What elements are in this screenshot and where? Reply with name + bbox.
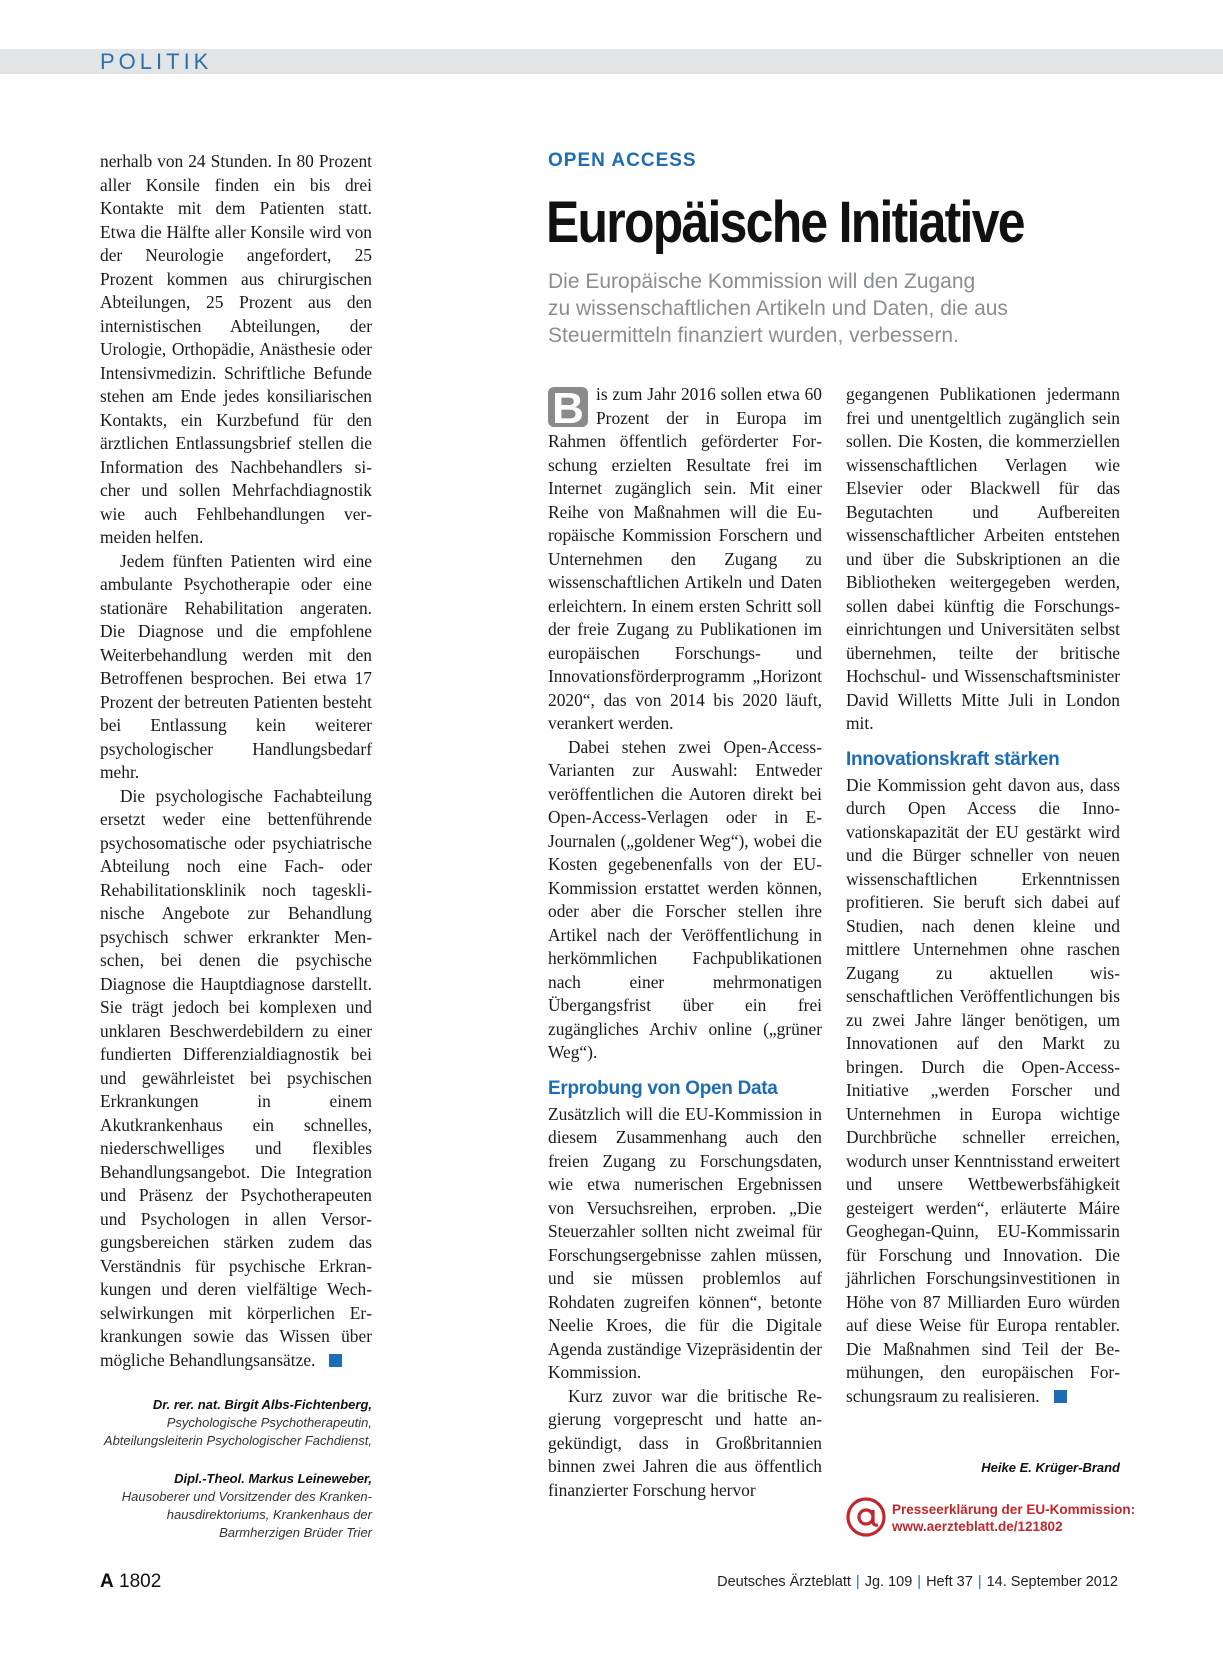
footer-separator: | — [917, 1574, 922, 1590]
lead-line: Steuermitteln finanziert wurden, verbessern. — [548, 324, 959, 347]
issue-date: 14. September 2012 — [986, 1574, 1118, 1590]
left-paragraph-3-text: Die psychologische Fachabteilung ersetzt weder eine bettenführende psychosomatische oder psychiatrische Abteilung noch eine Fach- oder Rehabilitationsklinik noch tagesklinische Angebote zur Behandlung psychisch schwer erkrankter Menschen, bei denen die psychische Diagnose die Hauptdiagnose darstellt. Sie trägt jedoch bei komplexen und unklaren Beschwerdebildern zu einer fundierten Differenzialdiagnostik bei und gewährleistet bei psychischen Erkrankungen in einem Akutkrankenhaus ein schnelles, niederschwelliges und flexibles Behandlungsangebot. Die Integration und Präsenz der Psychotherapeuten und Psychologen in allen Versorgungsbereichen stärken zudem das Verständnis für psychische Erkrankungen und deren vielfältige Wechselwirkungen mit körperlichen Erkrankungen sowie das Wissen über mögliche Behandlungsansätze. — [100, 785, 372, 1370]
footer-separator: | — [855, 1574, 860, 1590]
author-role-line: Abteilungsleiterin Psychologischer Fachdienst, — [103, 1433, 372, 1448]
article-paragraph: Dabei stehen zwei Open-Access-Varianten zur Auswahl: Entweder veröffentlichen die Autoren direkt bei Open-Access-Verlagen oder in E-Journalen („goldener Weg“), wobei die Kosten gegebenenfalls von der EU-Kommission erstattet werden können, oder aber die Forscher stellen ihre Artikel nach der Veröffentlichung in herkömmlichen Fachpublikationen nach einer mehrmonatigen Übergangsfrist über ein frei zugängliches Archiv online („grüner Weg“). — [548, 736, 822, 1062]
page-number-value: 1802 — [119, 1571, 162, 1592]
article-paragraph-text: Die Kommission geht davon aus, dass durch Open Access die Innovationskapazität der EU gestärkt wird und die Bürger schneller von neuen wissenschaftlichen Erkenntnissen profitieren. Sie beruft sich dabei auf Studien, nach denen kleine und mittlere Unternehmen ohne raschen Zugang zu aktuellen wissenschaftlichen Veröffentlichungen bis zu zwei Jahre länger benötigen, um Innovationen auf den Markt zu bringen. Durch die Open-Access-Initiative „werden Forscher und Unternehmen in Europa wichtige Durchbrüche schneller erreichen, wodurch unser Kenntnisstand erweitert und unsere Wettbewerbsfähigkeit gesteigert werden“, erläuterte Máire Geoghegan-Quinn, EU-Kommissarin für Forschung und Innovation. Die jährlichen Forschungsinvestitionen in Höhe von 87 Milliarden Euro würden auf diese Weise für Europa rentabler. Die Maßnahmen sind Teil der Bemühungen, den europäischen Forschungsraum zu realisieren. — [846, 774, 1120, 1406]
press-label: Presseerklärung der EU-Kommission: — [892, 1502, 1136, 1517]
author-name: Dr. rer. nat. Birgit Albs-Fichtenberg, — [152, 1397, 372, 1412]
author-credit-2 — [100, 1470, 372, 1542]
subheading: Innovationskraft stärken — [846, 748, 1060, 770]
footer-separator: | — [977, 1574, 982, 1590]
square-end-mark-icon — [1054, 1390, 1067, 1403]
section-label: POLITIK — [100, 49, 213, 74]
left-paragraph-2: Jedem fünften Patienten wird eine ambulante Psychotherapie oder eine stationäre Rehabilitation angeraten. Die Diagnose und die empfohlene Weiterbehandlung werden mit den Betroffenen besprochen. Bei etwa 17 Prozent der betreuten Patienten besteht bei Entlassung kein weiterer psychologischer Handlungsbedarf mehr. — [100, 550, 372, 782]
lead-line: zu wissenschaftlichen Artikeln und Daten, die aus — [548, 297, 1008, 320]
article-column-right — [846, 383, 1120, 1408]
issue: Heft 37 — [926, 1574, 973, 1590]
author-role-line: Psychologische Psychotherapeutin, — [166, 1415, 372, 1430]
square-end-mark-icon — [329, 1354, 342, 1367]
lead-line: Die Europäische Kommission will den Zugang — [548, 270, 976, 293]
left-column — [100, 150, 372, 1372]
article-signature: Heike E. Krüger-Brand — [981, 1460, 1120, 1475]
footer-publication-info — [717, 1574, 1118, 1590]
author-name: Dipl.-Theol. Markus Leineweber, — [174, 1471, 372, 1486]
article-headline: Europäische Initiative — [546, 190, 1024, 255]
author-role-line: hausdirektoriums, Krankenhaus der — [166, 1507, 372, 1522]
article-paragraph — [846, 774, 1120, 1409]
article-paragraph — [548, 383, 822, 736]
author-role-line: Barmherzigen Brüder Trier — [219, 1525, 372, 1540]
left-paragraph-1: nerhalb von 24 Stunden. In 80 Prozent aller Konsile finden ein bis drei Kontakte mit dem Patienten statt. Etwa die Hälfte aller Konsile wird von der Neurologie angefordert, 25 Prozent kommen aus chirurgischen Abteilungen, 25 Prozent aus den internistischen Abteilungen, der Urologie, Orthopädie, Anästhesie oder Intensivmedizin. Schriftliche Befunde stehen am Ende jedes konsiliarischen Kontakts, ein Kurzbefund für den ärztlichen Entlassungsbrief stellen die Information des Nachbehandlers sicher und sollen Mehrfachdiagnostik wie auch Fehlbehandlungen vermeiden helfen. — [100, 151, 372, 547]
article-paragraph-text: is zum Jahr 2016 sollen etwa 60 Prozent der in Europa im Rahmen öffentlich geförderter Forschung erzielten Resultate frei im Internet zugänglich sein. Mit einer Reihe von Maßnahmen will die Europäische Kommission Forschern und Unternehmen den Zugang zu wissenschaftlichen Artikeln und Daten erleichtern. In einem ersten Schritt soll der freie Zugang zu Publikationen im europäischen Forschungs- und Innovationsförderprogramm „Horizont 2020“, das von 2014 bis 2020 läuft, verankert werden. — [548, 384, 822, 733]
page-prefix: A — [100, 1571, 114, 1592]
article-paragraph: Kurz zuvor war die britische Regierung vorgeprescht und hatte angekündigt, dass in Großbritannien binnen zwei Jahren die aus öffentlich finanzierter Forschung hervor — [548, 1385, 822, 1500]
author-role-line: Hausoberer und Vorsitzender des Kranken- — [121, 1489, 372, 1504]
at-sign-icon — [846, 1497, 886, 1537]
publication-name: Deutsches Ärzteblatt — [717, 1574, 851, 1590]
subheading: Erprobung von Open Data — [548, 1077, 778, 1099]
page-number — [100, 1571, 161, 1593]
article-lead — [548, 268, 1108, 349]
article-paragraph: Zusätzlich will die EU-Kommission in diesem Zusammenhang auch den freien Zugang zu Forschungsdaten, wie etwa numerischen Ergebnissen von Versuchsreihen, erproben. „Die Steuerzahler sollten nicht zweimal für Forschungsergebnisse zahlen müssen, und sie müssen problemlos auf Rohdaten zugreifen können“, betonte Neelie Kroes, die für die Digitale Agenda zuständige Vizepräsidentin der Kommission. — [548, 1103, 822, 1382]
author-credit-1 — [100, 1396, 372, 1450]
article-paragraph: gegangenen Publikationen jedermann frei und unentgeltlich zugänglich sein sollen. Die Kosten, die kommerziellen wissenschaftlichen Verlagen wie Elsevier oder Blackwell für das Begutachten und Aufbereiten wissenschaftlicher Arbeiten entstehen und über die Subskriptionen an die Bibliotheken weitergegeben werden, sollen dabei künftig die Forschungseinrichtungen und Universitäten selbst übernehmen, teilte der britische Hochschul- und Wissenschaftsminister David Willetts Mitte Juli in London mit. — [846, 384, 1120, 733]
volume: Jg. 109 — [864, 1574, 913, 1590]
press-url-link[interactable]: www.aerzteblatt.de/121802 — [892, 1519, 1063, 1534]
press-link-box[interactable] — [846, 1497, 1146, 1541]
press-text — [892, 1501, 1135, 1535]
article-kicker: OPEN ACCESS — [548, 150, 697, 171]
article-column-middle — [548, 383, 822, 1502]
drop-cap: B — [548, 387, 588, 427]
left-paragraph-3 — [100, 785, 372, 1373]
